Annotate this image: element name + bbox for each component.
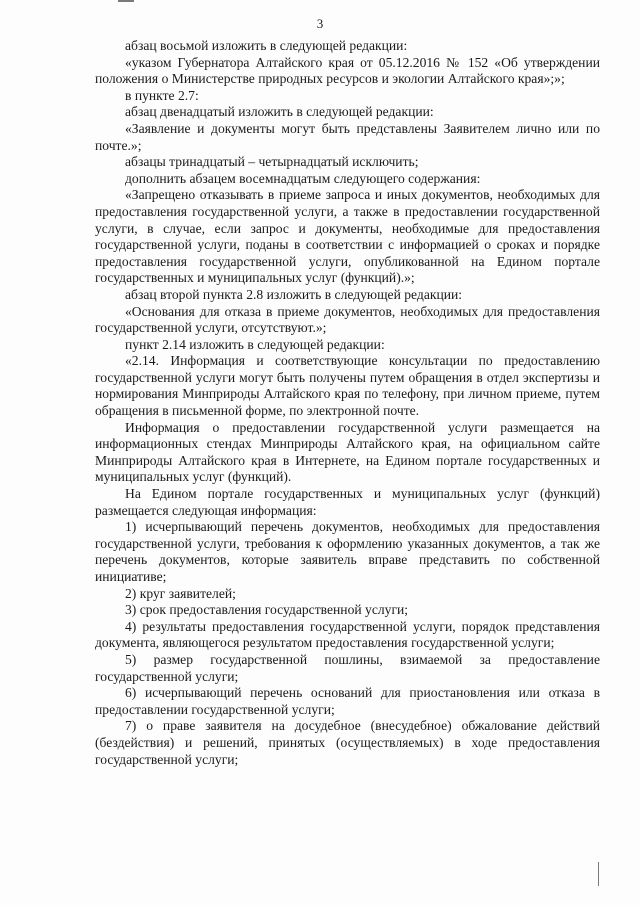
document-body [95,38,600,768]
paragraph: 1) исчерпывающий перечень документов, необходимых для предоставления государственной услуги, требования к оформлению указанных документов, а так же перечень документов, которые заявитель вправе представить по собственной инициативе; [95,519,600,584]
paragraph: в пункте 2.7: [125,87,199,103]
paragraph: «Заявление и документы могут быть представлены Заявителем лично или по почте.»; [95,120,600,153]
paragraph: «Запрещено отказывать в приеме запроса и иных документов, необходимых для предоставления государственной услуги, а также в предоставлении государственной услуги, в случае, если запрос и документы, необходимые для предоставления государственной услуги, поданы в соответствии с информацией о сроках и порядке предоставления государственной услуги, опубликованной на Едином портале государственных и муниципальных услуг (функций).»; [95,187,600,286]
paragraph: На Едином портале государственных и муниципальных услуг (функций) размещается следующая информация: [95,486,600,518]
paragraph: Информация о предоставлении государственной услуги размещается на информационных стендах Минприроды Алтайского края, на официальном сайте Минприроды Алтайского края в Интернете, на Едином портале государственных и муниципальных услуг (функций). [95,419,600,485]
paragraph: 6) исчерпывающий перечень оснований для приостановления или отказа в предоставлении государственной услуги; [95,685,600,717]
paragraph: абзац двенадцатый изложить в следующей редакции: [125,104,434,120]
paragraph: 2) круг заявителей; [125,585,236,601]
paragraph: «указом Губернатора Алтайского края от 05.12.2016 № 152 «Об утверждении положения о Министерстве природных ресурсов и экологии Алтайского края»;»; [95,54,600,87]
paragraph: абзац второй пункта 2.8 изложить в следующей редакции: [125,286,463,302]
paragraph: дополнить абзацем восемнадцатым следующего содержания: [125,170,481,186]
paragraph: 5) размер государственной пошлины, взимаемой за предоставление государственной услуги; [95,651,600,684]
paragraph: «Основания для отказа в приеме документов, необходимых для предоставления государственной услуги, отсутствуют.»; [95,303,600,336]
scan-artifact-right [598,862,599,886]
paragraph: пункт 2.14 изложить в следующей редакции: [125,336,385,352]
page-number: 3 [316,16,324,31]
paragraph: 3) срок предоставления государственной услуги; [125,602,409,618]
paragraph: абзацы тринадцатый – четырнадцатый исключить; [125,154,419,170]
paragraph: 7) о праве заявителя на досудебное (внесудебное) обжалование действий (бездействия) и решений, принятых (осуществляемых) в ходе предоставления государственной услуги; [95,718,600,767]
paragraph: абзац восьмой изложить в следующей редакции: [125,38,408,53]
paragraph: 4) результаты предоставления государственной услуги, порядок представления документа, являющегося результатом предоставления государственной услуги; [95,618,600,651]
paragraph: «2.14. Информация и соответствующие консультации по предоставлению государственной услуги могут быть получены путем обращения в отдел экспертизы и нормирования Минприроды Алтайского края по телефону, при личном приеме, путем обращения в письменной форме, по электронной почте. [95,353,600,419]
scan-artifact-top [118,0,134,2]
